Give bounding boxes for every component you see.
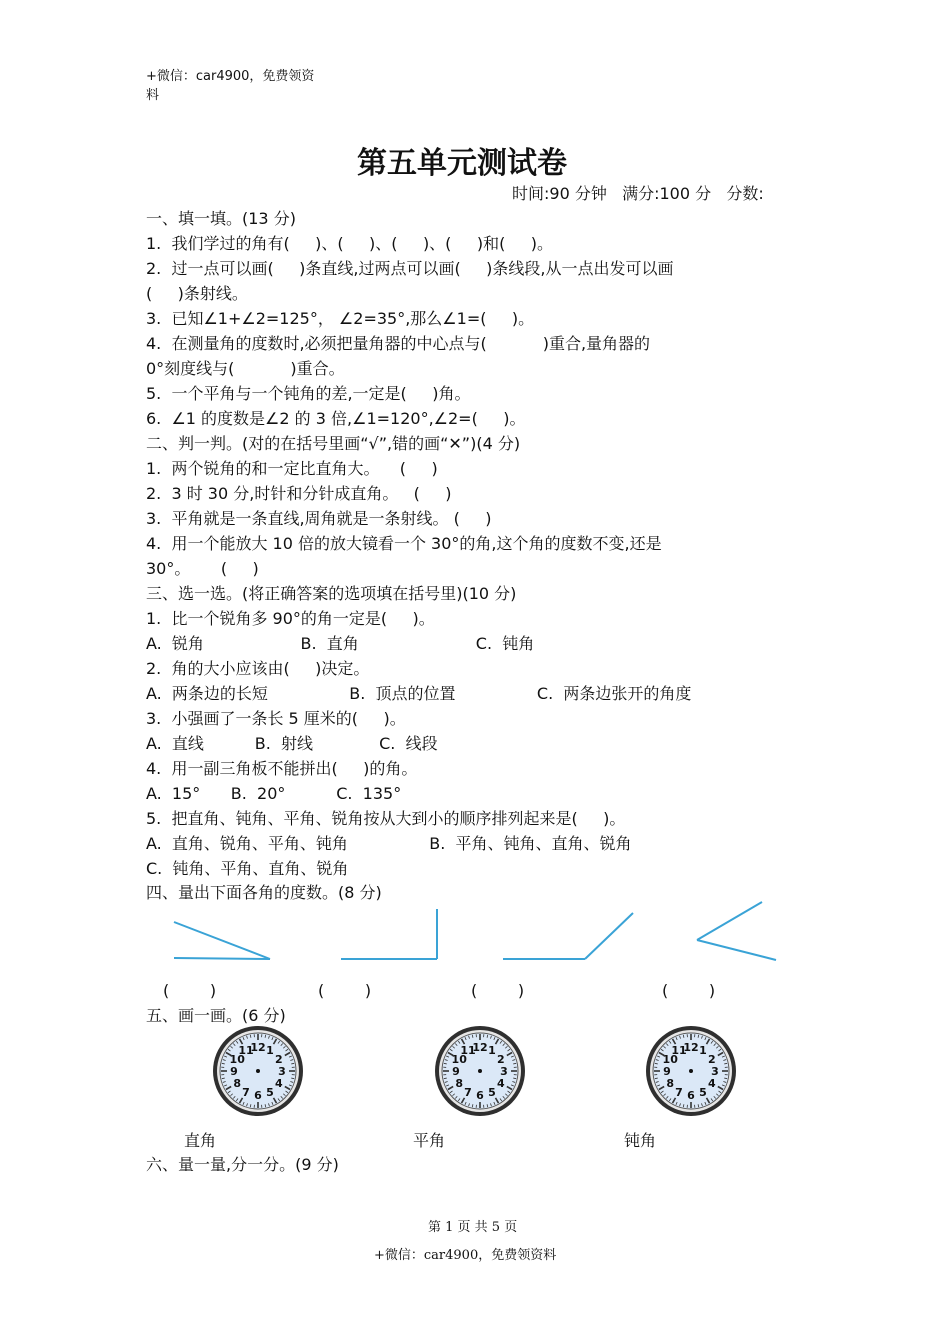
clock-numeral: 12 bbox=[472, 1041, 488, 1054]
clock-numeral: 7 bbox=[464, 1085, 472, 1099]
question-line: 2. 过一点可以画( )条直线,过两点可以画( )条线段,从一点出发可以画 bbox=[146, 259, 674, 278]
clock-numeral: 7 bbox=[675, 1085, 683, 1099]
question-line: 三、选一选。(将正确答案的选项填在括号里)(10 分) bbox=[146, 584, 517, 603]
clock-numeral: 1 bbox=[488, 1044, 496, 1058]
question-line: 4. 在测量角的度数时,必须把量角器的中心点与( )重合,量角器的 bbox=[146, 334, 651, 353]
clock-numeral: 4 bbox=[707, 1077, 716, 1090]
question-line: 1. 我们学过的角有( )、( )、( )、( )和( )。 bbox=[146, 234, 554, 253]
clock-numeral: 12 bbox=[683, 1041, 699, 1054]
question-line: 2. 角的大小应该由( )决定。 bbox=[146, 659, 370, 678]
section-6-heading: 六、量一量,分一分。(9 分) bbox=[146, 1155, 339, 1174]
question-line: ( )条射线。 bbox=[146, 284, 248, 303]
clock-numeral: 9 bbox=[230, 1065, 238, 1078]
angle-answer-2[interactable]: ( ) bbox=[318, 981, 372, 1000]
question-line: 3. 平角就是一条直线,周角就是一条射线。 ( ) bbox=[146, 509, 492, 528]
question-line: 4. 用一个能放大 10 倍的放大镜看一个 30°的角,这个角的度数不变,还是 bbox=[146, 534, 662, 553]
question-line: C. 钝角、平角、直角、锐角 bbox=[146, 859, 349, 878]
question-line: 0°刻度线与( )重合。 bbox=[146, 359, 345, 378]
clock-numeral: 2 bbox=[496, 1053, 505, 1066]
clock-numeral: 11 bbox=[460, 1044, 476, 1058]
clock-numeral: 8 bbox=[455, 1077, 464, 1090]
question-line: 1. 两个锐角的和一定比直角大。 ( ) bbox=[146, 459, 438, 478]
clock-numeral: 9 bbox=[663, 1065, 671, 1078]
footer-page-number: 第 1 页 共 5 页 bbox=[428, 1220, 518, 1235]
clock-label-right-angle: 直角 bbox=[184, 1131, 217, 1150]
question-line: A. 直线 B. 射线 C. 线段 bbox=[146, 734, 438, 753]
clock-numeral: 1 bbox=[699, 1044, 707, 1058]
clock-numeral: 5 bbox=[266, 1085, 274, 1099]
question-line: 1. 比一个锐角多 90°的角一定是( )。 bbox=[146, 609, 435, 628]
clock-numeral: 4 bbox=[496, 1077, 505, 1090]
clock-numeral: 6 bbox=[476, 1089, 484, 1102]
clock-numeral: 10 bbox=[229, 1053, 245, 1066]
clock-numeral: 2 bbox=[707, 1053, 716, 1066]
clock-numeral: 9 bbox=[452, 1065, 460, 1078]
question-line: 一、填一填。(13 分) bbox=[146, 209, 296, 228]
question-line: A. 两条边的长短 B. 顶点的位置 C. 两条边张开的角度 bbox=[146, 684, 692, 703]
clock-right-angle-icon bbox=[213, 1026, 303, 1116]
angle-answer-4[interactable]: ( ) bbox=[662, 981, 716, 1000]
question-line: 30°。 ( ) bbox=[146, 559, 259, 578]
question-line: 5. 一个平角与一个钝角的差,一定是( )角。 bbox=[146, 384, 471, 403]
angle-answer-1[interactable]: ( ) bbox=[163, 981, 217, 1000]
question-line: A. 15° B. 20° C. 135° bbox=[146, 784, 402, 803]
question-line: 2. 3 时 30 分,时针和分针成直角。 ( ) bbox=[146, 484, 452, 503]
footer-note: +微信：car4900，免费领资料 bbox=[374, 1248, 557, 1263]
question-line: 3. 小强画了一条长 5 厘米的( )。 bbox=[146, 709, 406, 728]
clock-numeral: 5 bbox=[488, 1085, 496, 1099]
clock-numeral: 3 bbox=[711, 1065, 719, 1078]
clock-numeral: 3 bbox=[500, 1065, 508, 1078]
question-line: 二、判一判。(对的在括号里画“√”,错的画“✕”)(4 分) bbox=[146, 434, 521, 453]
clock-numeral: 4 bbox=[274, 1077, 283, 1090]
exam-meta: 时间:90 分钟 满分:100 分 分数: bbox=[512, 184, 764, 203]
page-title: 第五单元测试卷 bbox=[357, 146, 567, 181]
clock-straight-angle-icon bbox=[435, 1026, 525, 1116]
clock-numeral: 11 bbox=[238, 1044, 254, 1058]
clock-numeral: 5 bbox=[699, 1085, 707, 1099]
question-line: 6. ∠1 的度数是∠2 的 3 倍,∠1=120°,∠2=( )。 bbox=[146, 409, 526, 428]
clock-numeral: 7 bbox=[242, 1085, 250, 1099]
clock-numeral: 12 bbox=[250, 1041, 266, 1054]
angle-answer-3[interactable]: ( ) bbox=[471, 981, 525, 1000]
clock-numeral: 8 bbox=[666, 1077, 675, 1090]
question-line: 四、量出下面各角的度数。(8 分) bbox=[146, 883, 382, 902]
question-line: 3. 已知∠1+∠2=125°， ∠2=35°,那么∠1=( )。 bbox=[146, 309, 535, 328]
clock-numeral: 3 bbox=[278, 1065, 286, 1078]
clock-numeral: 11 bbox=[671, 1044, 687, 1058]
question-line: A. 直角、锐角、平角、钝角 B. 平角、钝角、直角、锐角 bbox=[146, 834, 632, 853]
clock-numeral: 6 bbox=[254, 1089, 262, 1102]
clock-numeral: 10 bbox=[662, 1053, 678, 1066]
clock-obtuse-angle-icon bbox=[646, 1026, 736, 1116]
clock-numeral: 8 bbox=[233, 1077, 242, 1090]
clock-numeral: 2 bbox=[274, 1053, 283, 1066]
header-note-line2: 料 bbox=[146, 88, 160, 103]
clock-numeral: 1 bbox=[266, 1044, 274, 1058]
question-line: A. 锐角 B. 直角 C. 钝角 bbox=[146, 634, 535, 653]
clock-label-obtuse-angle: 钝角 bbox=[624, 1131, 657, 1150]
section-5-heading: 五、画一画。(6 分) bbox=[146, 1006, 286, 1025]
question-line: 4. 用一副三角板不能拼出( )的角。 bbox=[146, 759, 418, 778]
question-line: 5. 把直角、钝角、平角、锐角按从大到小的顺序排列起来是( )。 bbox=[146, 809, 626, 828]
header-note-line1: +微信：car4900，免费领资 bbox=[146, 69, 315, 84]
clock-numeral: 10 bbox=[451, 1053, 467, 1066]
clock-label-straight-angle: 平角 bbox=[413, 1131, 446, 1150]
clock-numeral: 6 bbox=[687, 1089, 695, 1102]
